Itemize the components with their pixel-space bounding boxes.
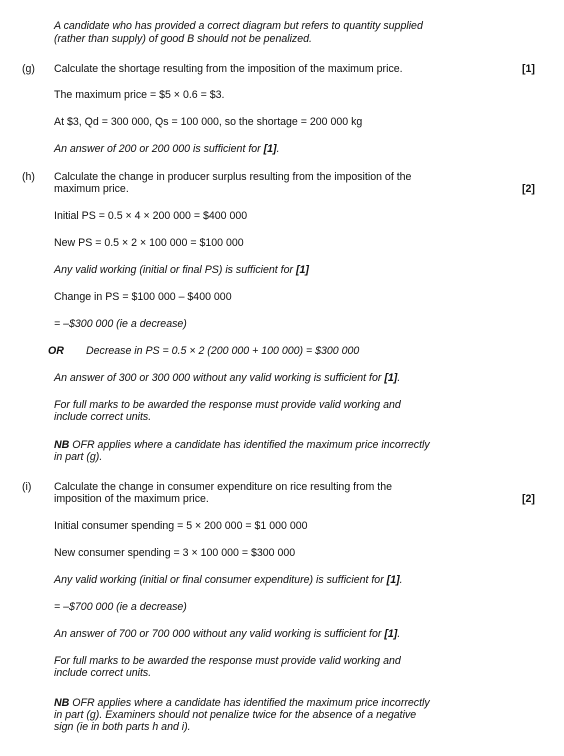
part-i-label: (i) xyxy=(22,481,32,493)
part-g-note: An answer of 200 or 200 000 is sufficient for [1]. xyxy=(54,143,280,155)
intro-line-1: A candidate who has provided a correct diagram but refers to quantity supplied xyxy=(54,20,423,32)
part-g-label: (g) xyxy=(22,63,35,75)
part-h-nb-1: NB OFR applies where a candidate has identified the maximum price incorrectly xyxy=(54,439,430,451)
part-i-working-1: Initial consumer spending = 5 × 200 000 = $1 000 000 xyxy=(54,520,308,532)
part-i-note-3a: For full marks to be awarded the response must provide valid working and xyxy=(54,655,401,667)
part-i-marks: [2] xyxy=(522,493,535,505)
part-g-working-2: At $3, Qd = 300 000, Qs = 100 000, so the shortage = 200 000 kg xyxy=(54,116,363,128)
part-i-working-3: = –$700 000 (ie a decrease) xyxy=(54,601,187,613)
part-g-working-1: The maximum price = $5 × 0.6 = $3. xyxy=(54,89,225,101)
part-i-note-1: Any valid working (initial or final consumer expenditure) is sufficient for [1]. xyxy=(54,574,403,586)
part-h-note-1: Any valid working (initial or final PS) is sufficient for [1] xyxy=(54,264,309,276)
part-h-note-3a: For full marks to be awarded the response must provide valid working and xyxy=(54,399,401,411)
part-h-working-4: = –$300 000 (ie a decrease) xyxy=(54,318,187,330)
part-h-working-3: Change in PS = $100 000 – $400 000 xyxy=(54,291,232,303)
part-h-question-1: Calculate the change in producer surplus resulting from the imposition of the xyxy=(54,171,412,183)
part-h-marks: [2] xyxy=(522,183,535,195)
part-i-question-2: imposition of the maximum price. xyxy=(54,493,209,505)
intro-line-2: (rather than supply) of good B should not be penalized. xyxy=(54,33,312,45)
part-h-working-2: New PS = 0.5 × 2 × 100 000 = $100 000 xyxy=(54,237,244,249)
part-i-nb-3: sign (ie in both parts h and i). xyxy=(54,721,191,733)
part-h-note-3b: include correct units. xyxy=(54,411,152,423)
part-h-working-1: Initial PS = 0.5 × 4 × 200 000 = $400 000 xyxy=(54,210,248,222)
part-g-marks: [1] xyxy=(522,63,535,75)
part-i-nb-2: in part (g). Examiners should not penalize twice for the absence of a negative xyxy=(54,709,417,721)
part-i-nb-1: NB OFR applies where a candidate has identified the maximum price incorrectly xyxy=(54,697,430,709)
part-g-question: Calculate the shortage resulting from the imposition of the maximum price. xyxy=(54,63,403,75)
part-i-working-2: New consumer spending = 3 × 100 000 = $300 000 xyxy=(54,547,296,559)
part-h-note-2: An answer of 300 or 300 000 without any valid working is sufficient for [1]. xyxy=(54,372,401,384)
part-i-note-2: An answer of 700 or 700 000 without any valid working is sufficient for [1]. xyxy=(54,628,401,640)
part-h-nb-2: in part (g). xyxy=(54,451,103,463)
part-h-or-line: OR Decrease in PS = 0.5 × 2 (200 000 + 100 000) = $300 000 xyxy=(48,345,360,357)
part-h-question-2: maximum price. xyxy=(54,183,129,195)
part-h-label: (h) xyxy=(22,171,35,183)
part-i-note-3b: include correct units. xyxy=(54,667,152,679)
part-i-question-1: Calculate the change in consumer expenditure on rice resulting from the xyxy=(54,481,393,493)
